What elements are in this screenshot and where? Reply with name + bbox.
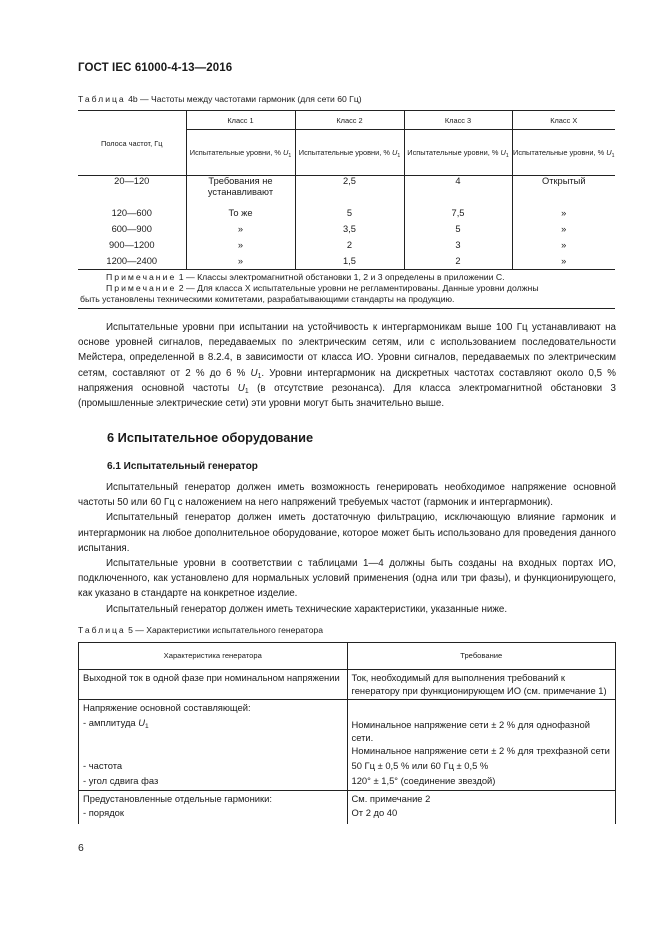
table-cell: 1200—2400 xyxy=(78,254,186,270)
table-cell: Открытый xyxy=(541,176,586,186)
header-requirement: Требование xyxy=(347,643,616,670)
table-cell: 120—600 xyxy=(78,206,186,222)
table-cell: 120° ± 1,5° (соединение звездой) xyxy=(347,773,616,790)
table-cell: - порядок xyxy=(79,805,348,824)
table-row xyxy=(78,206,615,222)
table-caption-word: Таблица xyxy=(78,625,126,635)
table-cell: То же xyxy=(186,206,295,222)
table-cell: 20—120 xyxy=(78,176,186,206)
document-code: ГОСТ IEC 61000-4-13—2016 xyxy=(78,62,233,74)
header-class-2: Класс 2 xyxy=(295,111,404,130)
table-row xyxy=(79,757,616,773)
table-cell: - угол сдвига фаз xyxy=(79,773,348,790)
table-cell: 4 xyxy=(404,176,512,206)
table-cell: » xyxy=(561,224,567,234)
table-cell: 2,5 xyxy=(295,176,404,206)
body-paragraph: Испытательные уровни при испытании на устойчивость к интергармоникам выше 100 Гц устанавливают на основе уровней сигналов, передаваемых по электрическим сетям, или с использованием последовательности Мейстера, определенной в 8.2.4, в зависимости от класса ИО. Уровни сигналов, передаваемых по электрическим сетям, составляют от 2 % до 6 % $U_1$. Уровни интергармоник на дискретных частотах составляют около 0,5 % напряжения основной частоты $U_1$ (в отсутствие резонанса). Для класса электромагнитной обстановки 3 (промышленные электрические сети) эти уровни могут быть значительно выше. xyxy=(78,322,616,410)
table-row xyxy=(78,254,615,270)
table-cell: - частота xyxy=(79,757,348,773)
table-cell: 2 xyxy=(295,238,404,254)
table-cell: - амплитуда $U_1$ xyxy=(79,715,348,757)
header-class-1: Класс 1 xyxy=(186,111,295,130)
header-test-levels: Испытательные уровни, % $U_1$ xyxy=(404,130,512,176)
table-cell: Предустановленные отдельные гармоники: xyxy=(79,790,348,805)
table-cell: См. примечание 2 xyxy=(347,790,616,805)
body-paragraph: Испытательный генератор должен иметь достаточную фильтрацию, исключающую влияние гармоник и интергармоник на любое дополнительное оборудование, которое может быть использовано для проведения данного испытания. xyxy=(78,512,616,554)
table-cell: Номинальное напряжение сети ± 2 % для однофазной сети. Номинальное напряжение сети ± 2 % для трехфазной сети xyxy=(347,715,616,757)
page-number: 6 xyxy=(78,843,84,854)
body-paragraph: Испытательный генератор должен иметь возможность генерировать необходимое напряжение основной частоты 50 или 60 Гц с наложением на него напряжений требуемых частот (гармоник и интергармоник). xyxy=(78,482,616,509)
table-cell: Выходной ток в одной фазе при номинальном напряжении xyxy=(79,670,348,700)
table-cell xyxy=(347,700,616,715)
table-cell: » xyxy=(186,238,295,254)
table-cell: » xyxy=(561,208,567,218)
header-characteristic: Характеристика генератора xyxy=(79,643,348,670)
section-heading-6-1: 6.1 Испытательный генератор xyxy=(107,461,258,472)
table-4b-caption xyxy=(78,94,362,104)
header-frequency-band: Полоса частот, Гц xyxy=(78,111,186,176)
table-caption-text: 5 — Характеристики испытательного генератора xyxy=(128,625,323,635)
body-paragraph: Испытательный генератор должен иметь технические характеристики, указанные ниже. xyxy=(106,603,508,615)
table-cell: 50 Гц ± 0,5 % или 60 Гц ± 0,5 % xyxy=(347,757,616,773)
table-row xyxy=(79,805,616,824)
table-row xyxy=(79,715,616,757)
table-4b xyxy=(78,110,615,309)
header-class-3: Класс 3 xyxy=(404,111,512,130)
table-row xyxy=(79,773,616,790)
body-paragraph: Испытательные уровни в соответствии с таблицами 1—4 должны быть созданы на входных портах ИО, подключенного, как установлено для нормальных условий применения (одна или три фазы), и функционирующего, как указано в стандарте на конкретное изделие. xyxy=(78,558,616,600)
table-row xyxy=(79,790,616,805)
section-paragraphs xyxy=(78,480,616,617)
table-cell: 900—1200 xyxy=(78,238,186,254)
table-cell: » xyxy=(186,222,295,238)
table-5-caption xyxy=(78,625,323,635)
table-cell: Напряжение основной составляющей: xyxy=(79,700,348,715)
header-test-levels: Испытательные уровни, % $U_1$ xyxy=(512,130,615,176)
table-caption-word: Таблица xyxy=(78,94,126,104)
table-cell: 1,5 xyxy=(295,254,404,270)
table-cell: Требования не устанавливают xyxy=(186,176,295,206)
note-1: Примечание 1 — Классы электромагнитной обстановки 1, 2 и 3 определены в приложении С. xyxy=(106,272,505,282)
header-test-levels: Испытательные уровни, % $U_1$ xyxy=(295,130,404,176)
table-cell: 5 xyxy=(404,222,512,238)
table-row xyxy=(78,222,615,238)
table-row xyxy=(79,700,616,715)
table-cell: 2 xyxy=(404,254,512,270)
note-2: Примечание 2 — Для класса Х испытательные уровни не регламентированы. Данные уровни должны xyxy=(106,283,539,293)
table-notes xyxy=(78,270,615,309)
header-test-levels: Испытательные уровни, % $U_1$ xyxy=(186,130,295,176)
table-cell: » xyxy=(186,254,295,270)
table-cell: » xyxy=(561,240,567,250)
table-5 xyxy=(78,642,616,824)
table-cell: Ток, необходимый для выполнения требований к генератору при функционирующем ИО (см. примечание 1) xyxy=(347,670,616,700)
table-cell: 3 xyxy=(404,238,512,254)
table-caption-text: 4b — Частоты между частотами гармоник (для сети 60 Гц) xyxy=(128,94,362,104)
table-cell: 5 xyxy=(295,206,404,222)
table-row xyxy=(78,238,615,254)
header-class-x: Класс X xyxy=(512,111,615,130)
table-cell: 3,5 xyxy=(295,222,404,238)
note-2-continued: быть установлены техническими комитетами, разрабатывающими стандарты на продукцию. xyxy=(80,294,455,304)
table-row xyxy=(78,176,615,206)
table-cell: 600—900 xyxy=(78,222,186,238)
section-heading-6: 6 Испытательное оборудование xyxy=(107,430,314,445)
table-row xyxy=(79,670,616,700)
table-cell: 7,5 xyxy=(404,206,512,222)
table-cell: » xyxy=(512,254,615,270)
table-cell: От 2 до 40 xyxy=(347,805,616,824)
